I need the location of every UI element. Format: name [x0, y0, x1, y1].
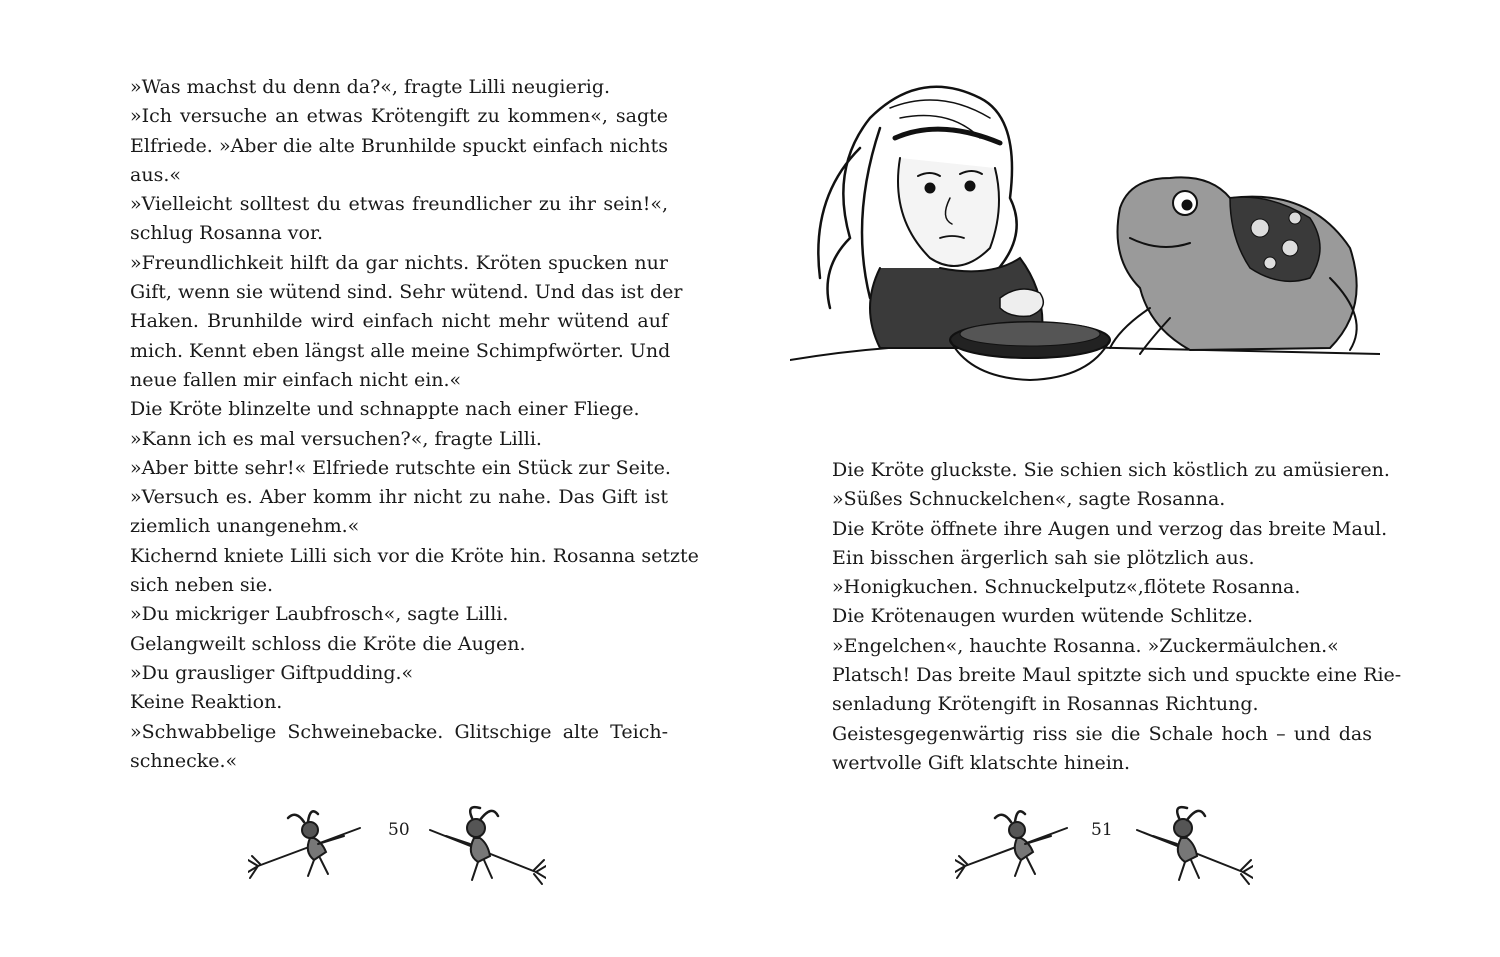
text-line: Keine Reaktion.	[130, 691, 283, 714]
text-line: Kichernd kniete Lilli sich vor die Kröte hin. Rosanna setzte	[130, 544, 699, 567]
text-line: schlug Rosanna vor.	[130, 222, 324, 245]
witch-on-broom-icon	[1133, 800, 1253, 890]
text-line: Platsch! Das breite Maul spitzte sich und spuckte eine Rie-	[832, 664, 1402, 687]
text-line: Elfriede. »Aber die alte Brunhilde spuckt einfach nichts	[130, 134, 668, 157]
text-line: neue fallen mir einfach nicht ein.«	[130, 368, 462, 391]
right-page	[750, 0, 1500, 957]
text-line: »Versuch es. Aber komm ihr nicht zu nahe. Das Gift ist	[130, 486, 668, 509]
text-line: Haken. Brunhilde wird einfach nicht mehr wütend auf	[130, 310, 668, 333]
text-line: Die Kröte gluckste. Sie schien sich köstlich zu amüsieren.	[832, 459, 1390, 481]
text-line: Gelangweilt schloss die Kröte die Augen.	[130, 632, 526, 655]
witch-on-broom-icon	[426, 800, 546, 890]
girl-toad-bowl-illustration	[790, 78, 1380, 388]
text-line: »Vielleicht solltest du etwas freundlicher zu ihr sein!«,	[130, 193, 668, 216]
text-line: aus.«	[130, 163, 181, 186]
text-line: senladung Krötengift in Rosannas Richtung.	[832, 693, 1259, 716]
text-line: wertvolle Gift klatschte hinein.	[832, 751, 1131, 774]
page-number: 50	[388, 820, 410, 840]
page-number: 51	[1091, 820, 1113, 840]
text-line: Die Kröte blinzelte und schnappte nach einer Fliege.	[130, 398, 640, 421]
text-line: Die Krötenaugen wurden wütende Schlitze.	[832, 605, 1253, 628]
text-line: »Kann ich es mal versuchen?«, fragte Lilli.	[130, 427, 542, 450]
witch-on-broom-icon	[248, 800, 368, 890]
text-line: »Was machst du denn da?«, fragte Lilli neugierig.	[130, 76, 611, 98]
text-line: Gift, wenn sie wütend sind. Sehr wütend. Und das ist der	[130, 281, 683, 304]
text-line: sich neben sie.	[130, 574, 274, 597]
text-line: »Engelchen«, hauchte Rosanna. »Zuckermäulchen.«	[832, 634, 1339, 657]
right-page-text	[832, 456, 1402, 778]
text-line: »Du mickriger Laubfrosch«, sagte Lilli.	[130, 603, 509, 626]
left-page-footer	[248, 800, 568, 900]
text-line: ziemlich unangenehm.«	[130, 515, 360, 538]
text-line: »Ich versuche an etwas Krötengift zu kommen«, sagte	[130, 105, 668, 128]
text-line: »Du grausliger Giftpudding.«	[130, 661, 414, 684]
text-line: »Süßes Schnuckelchen«, sagte Rosanna.	[832, 488, 1226, 511]
text-line: »Honigkuchen. Schnuckelputz«,flötete Rosanna.	[832, 576, 1301, 599]
right-page-footer	[955, 800, 1275, 900]
text-line: »Aber bitte sehr!« Elfriede rutschte ein Stück zur Seite.	[130, 456, 671, 479]
text-line: Geistesgegenwärtig riss sie die Schale hoch – und das	[832, 722, 1372, 745]
witch-on-broom-icon	[955, 800, 1075, 890]
text-line: »Schwabbelige Schweinebacke. Glitschige alte Teich-	[130, 720, 668, 743]
left-page-text	[130, 73, 699, 776]
text-line: mich. Kennt eben längst alle meine Schimpfwörter. Und	[130, 339, 671, 362]
text-line: Die Kröte öffnete ihre Augen und verzog das breite Maul.	[832, 517, 1388, 540]
text-line: schnecke.«	[130, 749, 238, 772]
text-line: »Freundlichkeit hilft da gar nichts. Kröten spucken nur	[130, 251, 668, 274]
text-line: Ein bisschen ärgerlich sah sie plötzlich aus.	[832, 546, 1255, 569]
